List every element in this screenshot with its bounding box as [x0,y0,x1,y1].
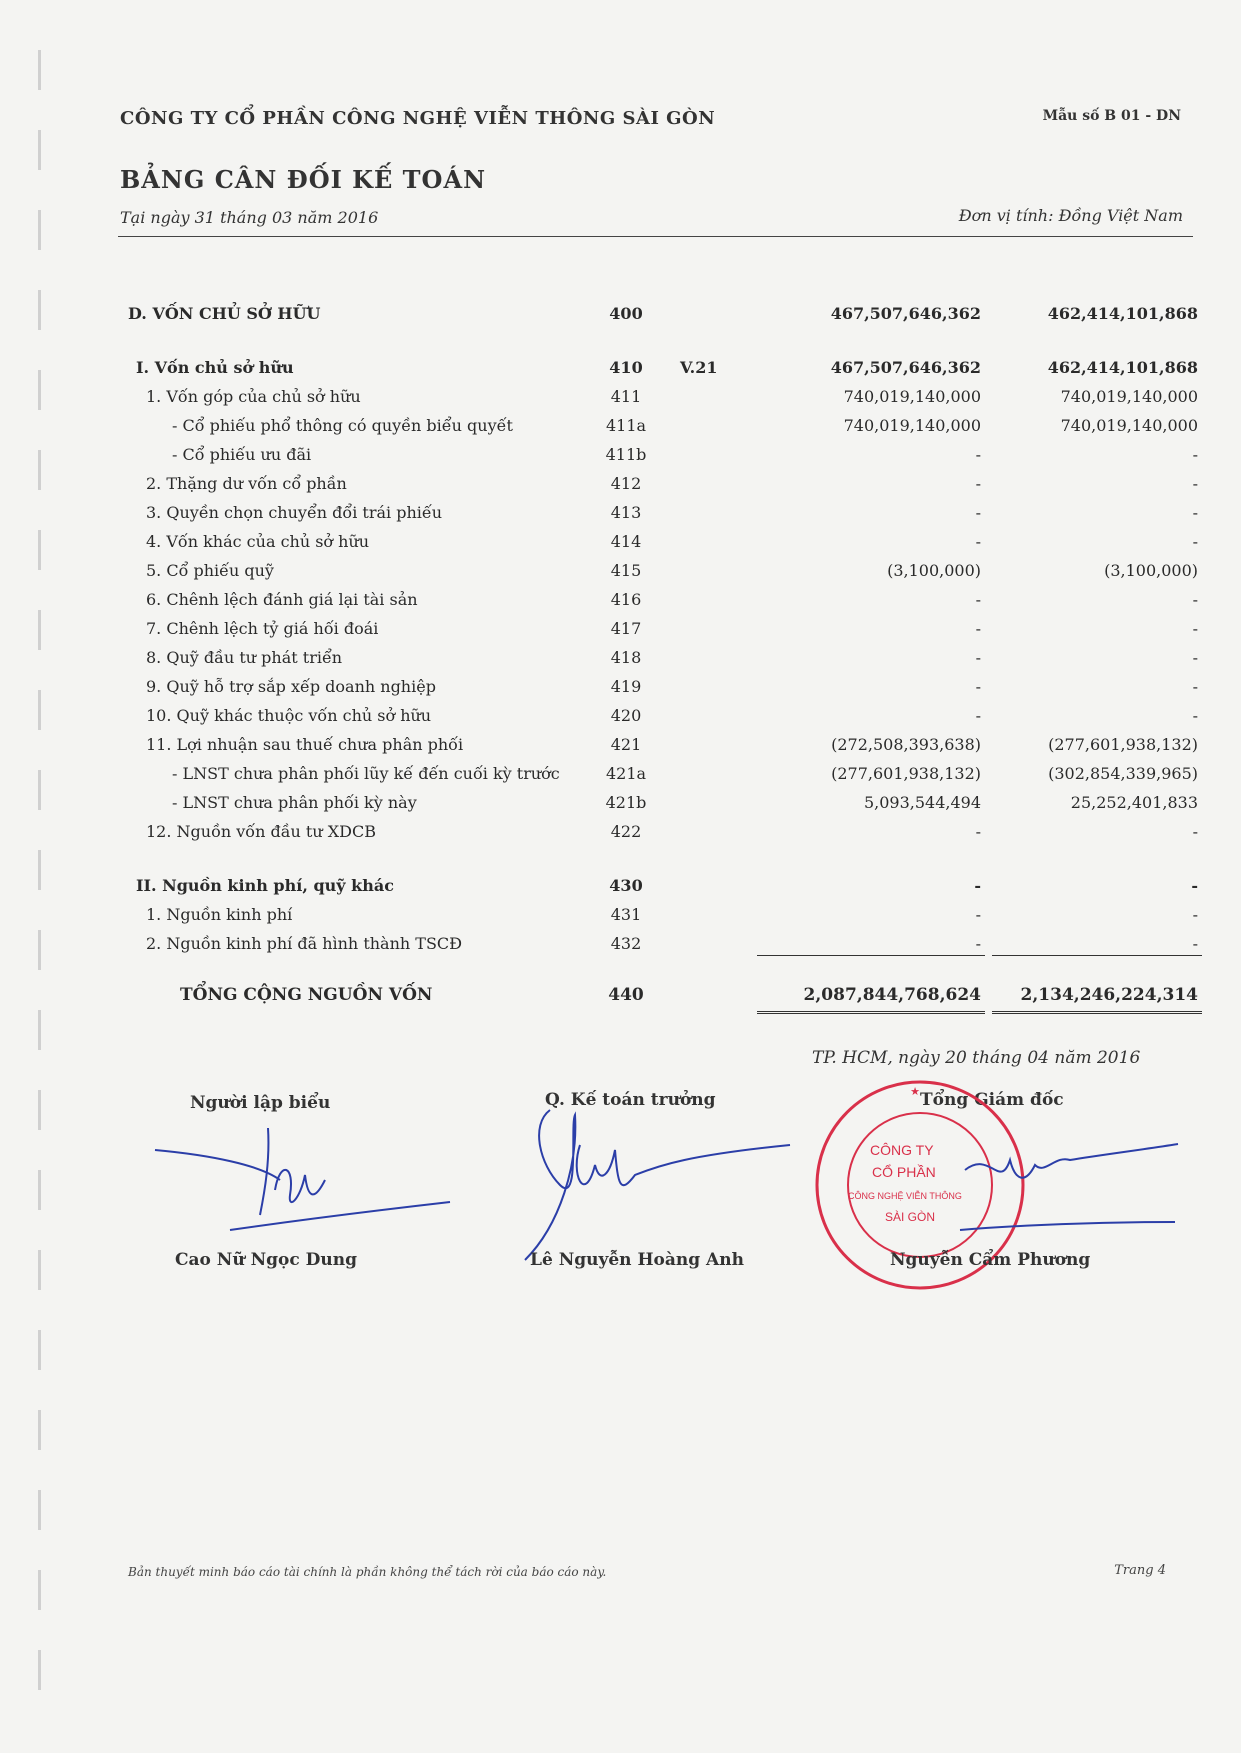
table-row [0,677,1241,705]
table-row [0,648,1241,676]
total-rule-previous [992,1011,1202,1014]
table-row [0,532,1241,560]
row-current: 740,019,140,000 [843,416,981,435]
row-previous: 2,134,246,224,314 [1020,985,1198,1005]
row-current: (277,601,938,132) [831,764,981,783]
row-label: 1. Vốn góp của chủ sở hữu [146,387,361,406]
row-previous: - [1191,876,1198,895]
row-current: (3,100,000) [887,561,981,580]
table-row [0,358,1241,386]
row-previous: (3,100,000) [1104,561,1198,580]
table-row [0,445,1241,473]
stamp-line-3: CÔNG NGHỆ VIỄN THÔNG [848,1191,962,1201]
row-label: 9. Quỹ hỗ trợ sắp xếp doanh nghiệp [146,677,436,696]
row-code: 421 [610,735,642,754]
row-current: - [975,706,981,725]
row-code: 421a [605,764,647,783]
row-code: 411a [605,416,647,435]
table-row [0,876,1241,904]
row-previous: (277,601,938,132) [1048,735,1198,754]
row-code: 411 [610,387,642,406]
row-label: 5. Cổ phiếu quỹ [146,561,274,580]
header-rule [118,236,1193,237]
row-current: - [975,677,981,696]
stamp-line-1: CÔNG TY [870,1142,934,1158]
director-name: Nguyễn Cẩm Phương [890,1250,1091,1270]
table-row [0,764,1241,792]
row-note: V.21 [680,358,718,377]
stamp-line-2: CỔ PHẦN [872,1164,936,1180]
row-previous: - [1192,503,1198,522]
row-previous: - [1192,590,1198,609]
accountant-title: Q. Kế toán trưởng [545,1090,716,1110]
director-signature [960,1130,1190,1240]
row-previous: - [1192,822,1198,841]
row-previous: - [1192,934,1198,953]
currency-unit: Đơn vị tính: Đồng Việt Nam [958,206,1183,225]
row-code: 418 [610,648,642,667]
row-code: 414 [610,532,642,551]
row-previous: - [1192,648,1198,667]
row-label: 12. Nguồn vốn đầu tư XDCB [146,822,376,841]
row-label: TỔNG CỘNG NGUỒN VỐN [180,985,433,1005]
table-row [0,503,1241,531]
page-number: Trang 4 [1114,1563,1166,1578]
row-current: (272,508,393,638) [831,735,981,754]
row-code: 410 [609,358,643,377]
row-code: 400 [609,304,643,323]
row-code: 432 [610,934,642,953]
row-label: 4. Vốn khác của chủ sở hữu [146,532,370,551]
table-row [0,905,1241,933]
row-code: 420 [610,706,642,725]
row-code: 417 [610,619,642,638]
row-current: - [975,905,981,924]
row-code: 430 [609,876,643,895]
preparer-name: Cao Nữ Ngọc Dung [175,1250,358,1270]
row-previous: - [1192,619,1198,638]
row-current: - [975,474,981,493]
row-label: 6. Chênh lệch đánh giá lại tài sản [146,590,418,609]
row-label: 1. Nguồn kinh phí [146,905,293,924]
table-row [0,793,1241,821]
row-previous: (302,854,339,965) [1048,764,1198,783]
row-label: 11. Lợi nhuận sau thuế chưa phân phối [146,735,464,754]
director-title: Tổng Giám đốc [920,1090,1064,1110]
accountant-name: Lê Nguyễn Hoàng Anh [530,1250,744,1270]
row-code: 413 [610,503,642,522]
row-current: - [974,876,981,895]
row-code: 411b [605,445,647,464]
row-previous: - [1192,677,1198,696]
row-current: - [975,445,981,464]
row-current: 740,019,140,000 [843,387,981,406]
row-previous: 25,252,401,833 [1070,793,1198,812]
row-previous: - [1192,532,1198,551]
row-current: 5,093,544,494 [863,793,981,812]
row-previous: 462,414,101,868 [1047,358,1198,377]
preparer-signature [150,1120,460,1250]
row-label: 2. Nguồn kinh phí đã hình thành TSCĐ [146,934,463,953]
table-row [0,474,1241,502]
row-code: 421b [605,793,647,812]
row-code: 419 [610,677,642,696]
table-row [0,590,1241,618]
subtotal-rule-current [757,955,985,956]
form-code: Mẫu số B 01 - DN [1042,108,1181,124]
row-label: - LNST chưa phân phối kỳ này [172,793,417,812]
row-code: 422 [610,822,642,841]
row-current: - [975,822,981,841]
row-current: 467,507,646,362 [830,358,981,377]
row-current: - [975,648,981,667]
report-date: Tại ngày 31 tháng 03 năm 2016 [120,208,379,227]
row-code: 412 [610,474,642,493]
row-label: - Cổ phiếu ưu đãi [172,445,312,464]
preparer-title: Người lập biểu [190,1093,331,1113]
row-current: 2,087,844,768,624 [803,985,981,1005]
row-label: D. VỐN CHỦ SỞ HỮU [128,304,321,323]
row-label: 2. Thặng dư vốn cổ phần [146,474,347,493]
row-code: 415 [610,561,642,580]
row-label: II. Nguồn kinh phí, quỹ khác [136,876,394,895]
table-row [0,934,1241,962]
row-previous: - [1192,706,1198,725]
row-previous: - [1192,474,1198,493]
svg-text:★: ★ [910,1086,920,1098]
row-code: 416 [610,590,642,609]
row-label: - LNST chưa phân phối lũy kế đến cuối kỳ trước [172,764,560,783]
table-row [0,735,1241,763]
footer-note: Bản thuyết minh báo cáo tài chính là phần không thể tách rời của báo cáo này. [128,1565,607,1579]
row-code: 440 [608,985,644,1005]
row-label: 3. Quyền chọn chuyển đổi trái phiếu [146,503,443,522]
row-current: - [975,590,981,609]
row-current: - [975,503,981,522]
row-previous: 740,019,140,000 [1060,416,1198,435]
table-row [0,304,1241,332]
row-label: - Cổ phiếu phổ thông có quyền biểu quyết [172,416,513,435]
row-previous: 462,414,101,868 [1047,304,1198,323]
row-label: 10. Quỹ khác thuộc vốn chủ sở hữu [146,706,432,725]
table-row [0,619,1241,647]
row-label: I. Vốn chủ sở hữu [136,358,294,377]
row-previous: - [1192,905,1198,924]
table-row [0,822,1241,850]
table-row [0,416,1241,444]
stamp-line-4: SÀI GÒN [885,1210,936,1224]
company-name: CÔNG TY CỔ PHẦN CÔNG NGHỆ VIỄN THÔNG SÀI GÒN [120,108,716,129]
row-current: - [975,619,981,638]
row-label: 8. Quỹ đầu tư phát triển [146,648,343,667]
row-current: - [975,532,981,551]
row-current: - [975,934,981,953]
total-row [0,985,1241,1013]
table-row [0,561,1241,589]
sign-place-date: TP. HCM, ngày 20 tháng 04 năm 2016 [812,1048,1141,1068]
row-current: 467,507,646,362 [830,304,981,323]
row-previous: - [1192,445,1198,464]
table-row [0,706,1241,734]
row-label: 7. Chênh lệch tỷ giá hối đoái [146,619,379,638]
total-rule-current [757,1011,985,1014]
table-row [0,387,1241,415]
row-code: 431 [610,905,642,924]
subtotal-rule-previous [992,955,1202,956]
page-title: BẢNG CÂN ĐỐI KẾ TOÁN [120,165,487,194]
row-previous: 740,019,140,000 [1060,387,1198,406]
